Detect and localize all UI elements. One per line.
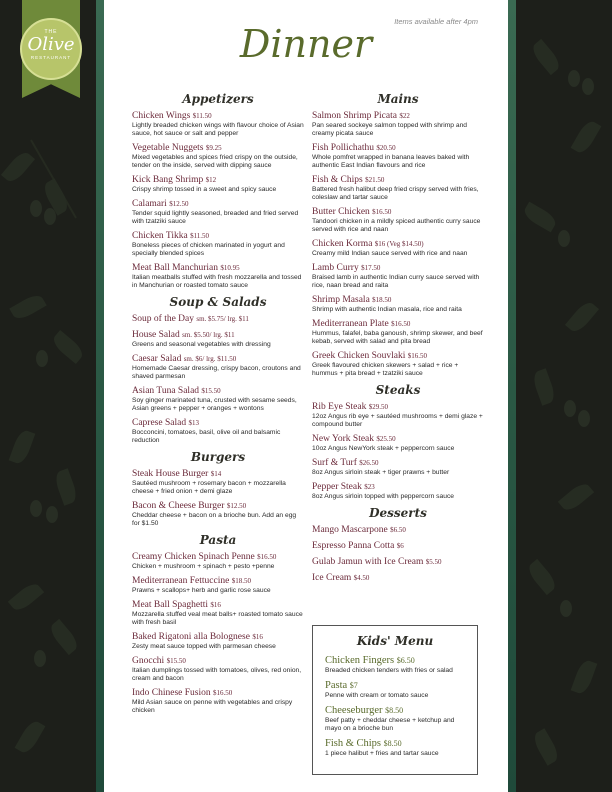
item-name: Surf & Turf	[312, 458, 357, 468]
item-price: $12.50	[169, 200, 189, 208]
item-name-line	[132, 231, 304, 242]
item-description: Mozzarella stuffed veal meat balls+ roasted tomato sauce with fresh basil	[132, 611, 303, 626]
right-decorative-panel	[508, 0, 612, 792]
item-price: $15.50	[201, 387, 221, 395]
menu-item	[312, 434, 484, 453]
item-name: House Salad	[132, 330, 180, 340]
item-name-line	[132, 199, 304, 210]
item-name: Greek Chicken Souvlaki	[312, 351, 406, 361]
item-name-line	[312, 458, 484, 469]
item-description: Italian dumplings tossed with tomatoes, olives, red onion, cream and bacon	[132, 667, 302, 682]
item-price: $16	[210, 601, 221, 609]
item-price: $25.50	[376, 435, 396, 443]
item-price: $14	[210, 470, 222, 478]
item-description: Tender squid lightly seasoned, breaded and fried served with tzatziki sauce	[132, 210, 299, 225]
item-description: Zesty meat sauce topped with parmesan cheese	[132, 643, 276, 650]
item-price: $5.50	[425, 558, 442, 566]
restaurant-logo	[20, 18, 82, 80]
item-name-line	[132, 656, 304, 667]
item-name: Rib Eye Steak	[312, 402, 367, 412]
item-name: Steak House Burger	[132, 469, 209, 479]
menu-item	[325, 705, 465, 733]
item-name: Meat Ball Manchurian	[132, 263, 219, 273]
item-description: Homemade Caesar dressing, crispy bacon, croutons and shaved parmesan	[132, 365, 301, 380]
item-name: Chicken Tikka	[132, 231, 188, 241]
item-name: Pasta	[325, 680, 348, 691]
item-price: $15.50	[166, 657, 186, 665]
item-name-line	[312, 319, 484, 330]
item-name-line	[312, 263, 484, 274]
item-description: Greek flavoured chicken skewers + salad + rice + hummus + pita bread + tzatziki sauce	[312, 362, 459, 377]
menu-item	[132, 576, 304, 595]
item-name: Shrimp Masala	[312, 295, 370, 305]
item-name-line	[132, 688, 304, 699]
item-name-line	[132, 143, 304, 154]
item-name: Fish & Chips	[312, 175, 363, 185]
item-name-line	[312, 175, 484, 186]
item-name-line	[312, 482, 484, 493]
menu-item	[312, 263, 484, 290]
menu-item	[132, 418, 304, 445]
menu-item	[312, 295, 484, 314]
item-name-line	[312, 525, 484, 536]
item-name-line	[132, 263, 304, 274]
item-description: Bocconcini, tomatoes, basil, olive oil and balsamic reduction	[132, 429, 281, 444]
availability-note: Items available after 4pm	[394, 17, 478, 26]
logo-top-text: THE	[44, 29, 58, 35]
item-description: Soy ginger marinated tuna, crusted with sesame seeds, Asian greens + pepper + oranges + wontons	[132, 397, 297, 412]
menu-item	[312, 111, 484, 138]
item-name: Caesar Salad	[132, 354, 182, 364]
item-name: Chicken Fingers	[325, 655, 395, 666]
item-name: Salmon Shrimp Picata	[312, 111, 397, 121]
item-name: Fish & Chips	[325, 738, 382, 749]
item-name-line	[312, 402, 484, 413]
item-name-line	[132, 469, 304, 480]
left-decorative-panel	[0, 0, 104, 792]
item-price: $17.50	[361, 264, 381, 272]
menu-item	[132, 314, 304, 325]
item-name: Soup of the Day	[132, 314, 195, 324]
item-price: $12	[205, 176, 217, 184]
item-price: $21.50	[365, 176, 385, 184]
item-price: $10.95	[220, 264, 240, 272]
item-name: Butter Chicken	[312, 207, 370, 217]
item-description: Italian meatballs stuffed with fresh mozzarella and tossed in Manchurian or roasted tomato sauce	[132, 274, 302, 289]
item-name: Kick Bang Shrimp	[132, 175, 204, 185]
item-name: Gulab Jamun with Ice Cream	[312, 557, 424, 567]
item-description: Braised lamb in authentic Indian curry sauce served with rice, naan bread and raita	[312, 274, 480, 289]
menu-item	[132, 111, 304, 138]
menu-item	[325, 655, 465, 675]
menu-item	[132, 199, 304, 226]
item-price: $16 (Veg $14.50)	[374, 240, 424, 248]
item-price: sm. $6/ lrg. $11.50	[183, 355, 237, 363]
item-price: sm. $5.75/ lrg. $11	[196, 315, 249, 323]
item-name: Chicken Korma	[312, 239, 373, 249]
item-price: $12.50	[226, 502, 247, 510]
item-description: 1 piece halibut + fries and tartar sauce	[325, 750, 439, 757]
item-description: Sautéed mushroom + rosemary bacon + mozzarella cheese + fried onion + demi glaze	[132, 480, 286, 495]
item-description: Beef patty + cheddar cheese + ketchup and mayo on a brioche bun	[325, 717, 455, 732]
section-title-kids-menu: Kids' Menu	[356, 634, 434, 648]
item-name: Cheeseburger	[325, 705, 383, 716]
menu-item	[132, 632, 304, 651]
item-description: Mild Asian sauce on penne with vegetables and crispy chicken	[132, 699, 293, 714]
item-price: $8.50	[385, 706, 404, 715]
item-price: $11.50	[192, 112, 212, 120]
item-description: 12oz Angus rib eye + sautéed mushrooms + demi glaze + compound butter	[312, 413, 483, 428]
item-price: $16	[252, 633, 263, 641]
item-name: Creamy Chicken Spinach Penne	[132, 552, 255, 562]
item-name-line	[132, 576, 304, 587]
item-name-line	[325, 705, 465, 717]
item-name: Lamb Curry	[312, 263, 359, 273]
menu-item	[312, 557, 484, 568]
item-description: Battered fresh halibut deep fried crispy served with fries, coleslaw and tartar sauce	[312, 186, 479, 201]
item-name: Chicken Wings	[132, 111, 191, 121]
item-name: Baked Rigatoni alla Bolognese	[132, 632, 250, 642]
item-name: New York Steak	[312, 434, 375, 444]
item-name: Fish Pollichathu	[312, 143, 375, 153]
item-price: $16.50	[407, 352, 428, 360]
menu-page	[104, 0, 508, 792]
item-description: Crispy shrimp tossed in a sweet and spicy sauce	[132, 186, 277, 193]
menu-item	[132, 688, 304, 715]
item-description: Mixed vegetables and spices fried crispy on the outside, tender on the inside, served with dipping sauce	[132, 154, 298, 169]
right-column	[312, 92, 484, 589]
item-price: $29.50	[368, 403, 388, 411]
item-description: 8oz Angus sirloin steak + tiger prawns + butter	[312, 469, 450, 476]
item-description: Penne with cream or tomato sauce	[325, 692, 429, 699]
item-name-line	[132, 501, 304, 512]
item-name: Bacon & Cheese Burger	[132, 501, 225, 511]
item-name: Mediterranean Fettuccine	[132, 576, 230, 586]
item-price: $26.50	[359, 459, 379, 467]
item-name-line	[312, 434, 484, 445]
item-description: Shrimp with authentic Indian masala, rice and raita	[312, 306, 462, 313]
item-description: Cheddar cheese + bacon on a brioche bun. Add an egg for $1.50	[132, 512, 297, 527]
item-name-line	[132, 600, 304, 611]
item-name: Mediterranean Plate	[312, 319, 389, 329]
menu-item	[312, 482, 484, 501]
item-name: Espresso Panna Cotta	[312, 541, 395, 551]
menu-item	[325, 738, 465, 758]
item-description: Breaded chicken tenders with fries or salad	[325, 667, 453, 674]
menu-item	[312, 541, 484, 552]
item-description: Whole pomfret wrapped in banana leaves baked with authentic East Indian flavours and rice	[312, 154, 470, 169]
menu-item	[132, 386, 304, 413]
left-column	[132, 92, 304, 720]
item-price: $16.50	[391, 320, 411, 328]
item-name-line	[132, 418, 304, 429]
item-name-line	[132, 354, 304, 365]
item-name-line	[312, 239, 484, 250]
menu-item	[132, 231, 304, 258]
logo-subtitle: RESTAURANT	[30, 55, 72, 60]
item-name-line	[325, 655, 465, 667]
item-name-line	[325, 738, 465, 750]
item-description: Pan seared sockeye salmon topped with shrimp and creamy picata sauce	[312, 122, 468, 137]
item-name: Mango Mascarpone	[312, 525, 388, 535]
section-title-pasta: Pasta	[199, 533, 237, 547]
menu-item	[132, 330, 304, 349]
item-price: $16.50	[372, 208, 392, 216]
section-title-mains: Mains	[377, 92, 419, 106]
section-title-desserts: Desserts	[369, 506, 427, 520]
item-name: Caprese Salad	[132, 418, 187, 428]
item-description: Creamy mild Indian sauce served with rice and naan	[312, 250, 468, 257]
item-description: Lightly breaded chicken wings with flavour choice of Asian sauce, hot sauce or salt and pepper	[132, 122, 304, 137]
item-price: $6	[396, 542, 404, 550]
item-name: Vegetable Nuggets	[132, 143, 204, 153]
item-description: Hummus, falafel, baba ganoush, shrimp skewer, and beef kebab, served with salad and pita bread	[312, 330, 483, 345]
item-name-line	[132, 314, 304, 325]
section-title-appetizers: Appetizers	[182, 92, 254, 106]
item-price: $6.50	[390, 526, 406, 534]
item-name-line	[132, 111, 304, 122]
menu-title: Dinner	[239, 22, 373, 66]
item-price: $11.50	[190, 232, 210, 240]
item-name-line	[132, 632, 304, 643]
item-price: $7	[349, 681, 358, 690]
item-name-line	[312, 351, 484, 362]
item-name: Asian Tuna Salad	[132, 386, 200, 396]
menu-item	[132, 656, 304, 683]
item-name-line	[132, 330, 304, 341]
kids-menu-box	[312, 625, 478, 775]
item-name: Meat Ball Spaghetti	[132, 600, 208, 610]
menu-item	[312, 207, 484, 234]
item-description: Greens and seasonal vegetables with dressing	[132, 341, 271, 348]
item-name-line	[312, 111, 484, 122]
item-description: 10oz Angus NewYork steak + peppercorn sauce	[312, 445, 455, 452]
item-price: $16.50	[213, 689, 233, 697]
menu-item	[132, 175, 304, 194]
item-name-line	[132, 552, 304, 563]
item-price: sm. $5.50/ lrg. $11	[182, 331, 235, 339]
menu-item	[312, 525, 484, 536]
menu-item	[132, 263, 304, 290]
item-price: $18.50	[231, 577, 251, 585]
item-price: $8.50	[383, 739, 402, 748]
menu-item	[312, 143, 484, 170]
item-price: $13	[188, 419, 199, 427]
item-name: Calamari	[132, 199, 167, 209]
item-name-line	[312, 573, 484, 584]
section-title-soup-salads: Soup & Salads	[169, 295, 267, 309]
item-name-line	[132, 386, 304, 397]
item-name: Pepper Steak	[312, 482, 362, 492]
item-description: Prawns + scallops+ herb and garlic rose sauce	[132, 587, 271, 594]
menu-item	[312, 351, 484, 378]
menu-item	[325, 680, 465, 700]
item-name: Gnocchi	[132, 656, 165, 666]
item-name-line	[312, 207, 484, 218]
menu-item	[312, 175, 484, 202]
menu-item	[132, 501, 304, 528]
menu-item	[132, 354, 304, 381]
item-description: 8oz Angus sirloin topped with peppercorn sauce	[312, 493, 455, 500]
item-name-line	[312, 557, 484, 568]
item-name: Indo Chinese Fusion	[132, 688, 211, 698]
item-price: $23	[364, 483, 375, 491]
section-title-burgers: Burgers	[190, 450, 246, 464]
item-price: $20.50	[376, 144, 396, 152]
item-price: $6.50	[396, 656, 415, 665]
item-price: $22	[399, 112, 410, 120]
menu-item	[312, 573, 484, 584]
section-title-steaks: Steaks	[375, 383, 421, 397]
item-price: $9.25	[205, 144, 222, 152]
menu-item	[132, 469, 304, 496]
item-price: $4.50	[353, 574, 370, 582]
item-price: $18.50	[372, 296, 392, 304]
item-name: Ice Cream	[312, 573, 352, 583]
item-description: Tandoori chicken in a mildly spiced authentic curry sauce served with rice and naan	[312, 218, 481, 233]
item-name-line	[325, 680, 465, 692]
menu-item	[312, 402, 484, 429]
menu-item	[312, 319, 484, 346]
item-price: $16.50	[257, 553, 277, 561]
item-name-line	[312, 541, 484, 552]
menu-item	[312, 458, 484, 477]
item-name-line	[132, 175, 304, 186]
menu-item	[132, 552, 304, 571]
menu-item	[132, 600, 304, 627]
item-name-line	[312, 143, 484, 154]
item-description: Chicken + mushroom + spinach + pesto +penne	[132, 563, 275, 570]
logo-name: Olive	[27, 34, 75, 55]
item-description: Boneless pieces of chicken marinated in yogurt and specially blended spices	[132, 242, 285, 257]
item-name-line	[312, 295, 484, 306]
menu-item	[132, 143, 304, 170]
menu-item	[312, 239, 484, 258]
